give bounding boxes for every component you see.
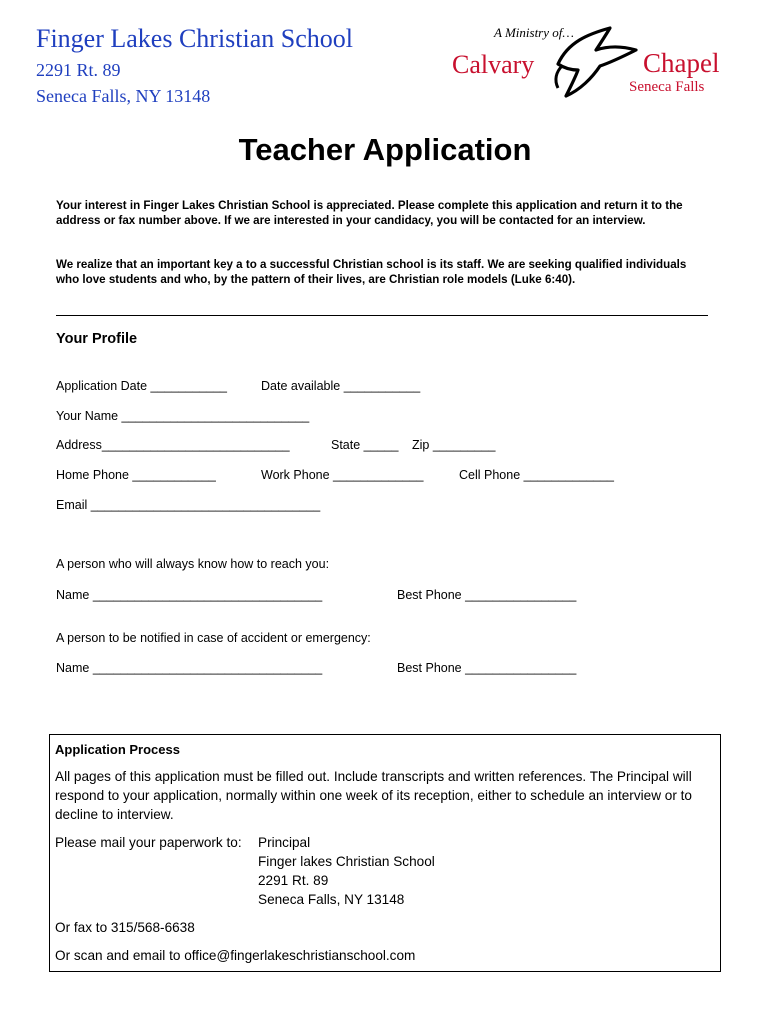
contact-heading: A person who will always know how to reach you:	[56, 557, 330, 571]
email-line[interactable]: Or scan and email to office@fingerlakeschristianschool.com	[55, 948, 416, 963]
process-line-1: All pages of this application must be filled out. Include transcripts and written references. The Principal will	[55, 769, 692, 784]
fax-line: Or fax to 315/568-6638	[55, 920, 195, 935]
emergency-phone-field[interactable]: Best Phone ________________	[397, 661, 577, 675]
emergency-name-field[interactable]: Name _________________________________	[56, 661, 323, 675]
zip-field[interactable]: Zip _________	[412, 438, 496, 452]
school-name: Finger Lakes Christian School	[36, 24, 354, 53]
page-title: Teacher Application	[238, 132, 532, 167]
process-heading: Application Process	[55, 742, 180, 757]
cell-phone-field[interactable]: Cell Phone _____________	[459, 468, 614, 482]
date-available-field[interactable]: Date available ___________	[261, 379, 421, 393]
profile-heading: Your Profile	[56, 331, 138, 347]
home-phone-field[interactable]: Home Phone ____________	[56, 468, 216, 482]
logo-chapel: Chapel	[643, 48, 720, 78]
calvary-chapel-logo	[0, 0, 770, 110]
dove-icon	[548, 24, 640, 100]
email-field[interactable]: Email _________________________________	[56, 498, 321, 512]
school-address-line2: Seneca Falls, NY 13148	[36, 86, 211, 106]
work-phone-field[interactable]: Work Phone _____________	[261, 468, 424, 482]
address-field[interactable]: Address___________________________	[56, 438, 290, 452]
section-divider	[56, 315, 708, 316]
intro-paragraph-2: We realize that an important key a to a successful Christian school is its staff. We are seeking qualified individuals who love students and who, by the pattern of their lives, are Christian role models (Luke 6:40).	[56, 258, 687, 286]
mail-line-2: Finger lakes Christian School	[258, 854, 435, 869]
state-field[interactable]: State _____	[331, 438, 399, 452]
mail-line-1: Principal	[258, 835, 311, 850]
mail-label: Please mail your paperwork to:	[55, 835, 242, 850]
process-line-3: decline to interview.	[55, 807, 174, 822]
contact-phone-field[interactable]: Best Phone ________________	[397, 588, 577, 602]
your-name-field[interactable]: Your Name ___________________________	[56, 409, 310, 423]
process-line-2: respond to your application, normally within one week of its reception, either to schedule an interview or to	[55, 788, 692, 803]
mail-line-3: 2291 Rt. 89	[258, 873, 329, 888]
intro-paragraph-1: Your interest in Finger Lakes Christian School is appreciated. Please complete this application and return it to the address or fax number above. If we are interested in your candidacy, you will be contacted for an interview.	[56, 199, 683, 227]
application-date-field[interactable]: Application Date ___________	[56, 379, 227, 393]
logo-location: Seneca Falls	[629, 79, 705, 95]
school-address-line1: 2291 Rt. 89	[36, 60, 121, 80]
mail-line-4: Seneca Falls, NY 13148	[258, 892, 405, 907]
logo-calvary: Calvary	[452, 50, 535, 79]
contact-name-field[interactable]: Name _________________________________	[56, 588, 323, 602]
logo-tagline: A Ministry of…	[494, 25, 574, 40]
emergency-heading: A person to be notified in case of accident or emergency:	[56, 631, 371, 645]
